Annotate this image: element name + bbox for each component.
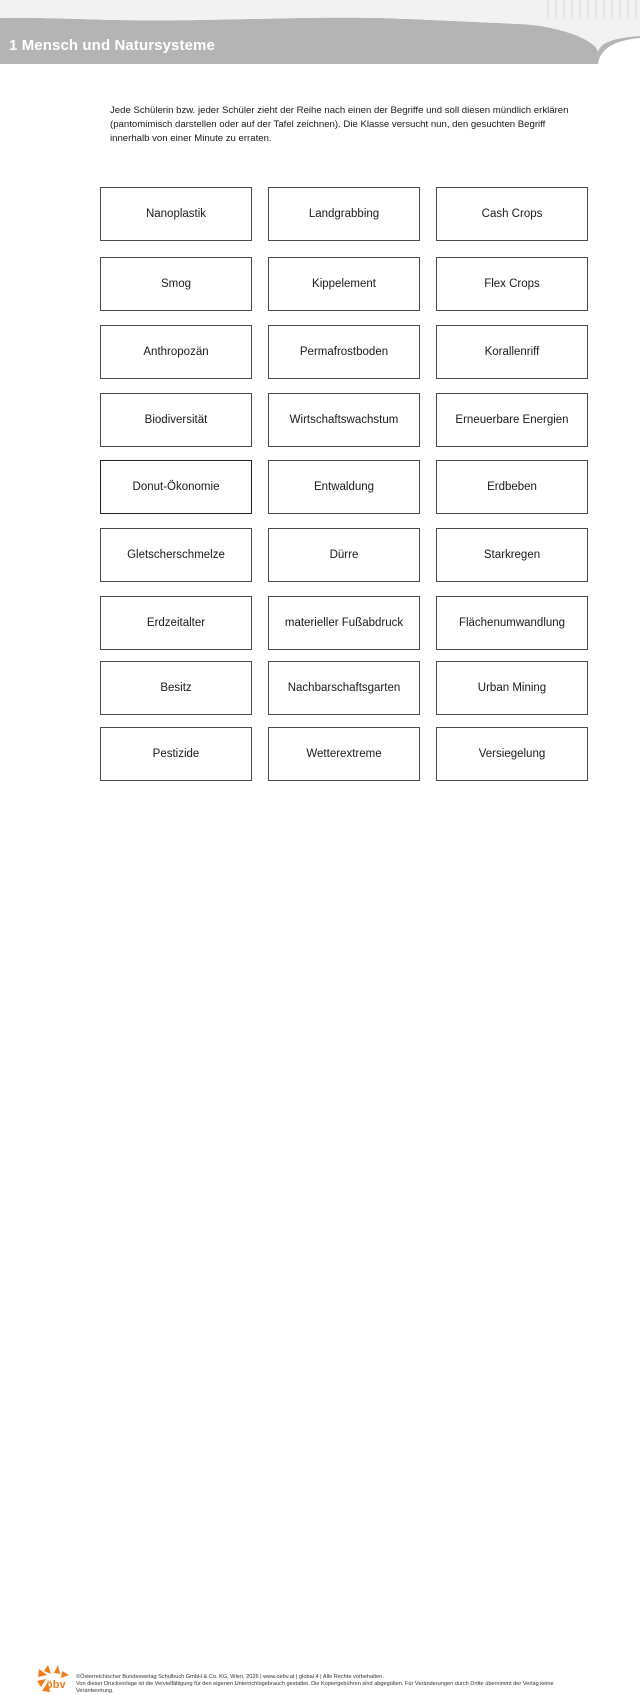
term-label: Cash Crops [481, 208, 543, 220]
copyright-line-1: ©Österreichischer Bundesverlag Schulbuch GmbH & Co. KG, Wien, 2026 | www.oebv.at | global 4 | Alle Rechte vorbehalten. [76, 1674, 384, 1680]
term-card [268, 727, 420, 781]
term-label: Nachbarschaftsgarten [287, 682, 401, 694]
chapter-title: 1 Mensch und Natursysteme [9, 37, 215, 54]
term-label: Gletscherschmelze [127, 549, 225, 561]
term-label: Versiegelung [478, 748, 546, 760]
term-label: Korallenriff [484, 346, 540, 358]
term-card [100, 460, 252, 514]
term-card [268, 661, 420, 715]
copyright-text [76, 1674, 576, 1695]
term-card [100, 596, 252, 650]
term-label: Biodiversität [144, 414, 208, 426]
term-label: Wetterextreme [306, 748, 382, 760]
term-card [268, 596, 420, 650]
term-label: Entwaldung [313, 481, 375, 493]
term-label: Dürre [329, 549, 359, 561]
copyright-line-2: Von dieser Druckvorlage ist die Vervielfältigung für den eigenen Unterrichtsgebrauch gestattet. Die Kopiergebühren sind abgegolten. Für Veränderungen durch Dritte übernimmt der Verlag keine Verantwortung. [76, 1681, 554, 1694]
term-card [100, 187, 252, 241]
term-label: Anthropozän [143, 346, 209, 358]
term-card [100, 393, 252, 447]
term-label: Smog [160, 278, 192, 290]
term-card [100, 325, 252, 379]
term-label: Erdbeben [487, 481, 537, 493]
term-label: Starkregen [483, 549, 541, 561]
term-label: Donut-Ökonomie [132, 481, 220, 493]
term-card [436, 727, 588, 781]
term-card [436, 257, 588, 311]
term-card [100, 661, 252, 715]
svg-text:öbv: öbv [46, 1679, 66, 1691]
term-card [100, 727, 252, 781]
term-card [436, 596, 588, 650]
term-card [268, 325, 420, 379]
term-label: Wirtschaftswachstum [289, 414, 399, 426]
term-card [268, 528, 420, 582]
term-label: Besitz [160, 682, 192, 694]
page-footer [0, 830, 640, 1694]
instructions-text: Jede Schülerin bzw. jeder Schüler zieht der Reihe nach einen der Begriffe und soll diesen mündlich erklären (pantomimisch darstellen oder auf der Tafel zeichnen). Die Klasse versucht nun, den gesuchten Begriff innerhalb von einer Minute zu erraten. [110, 105, 569, 144]
term-label: Pestizide [152, 748, 200, 760]
term-label: Nanoplastik [145, 208, 207, 220]
term-card [268, 187, 420, 241]
term-card [436, 393, 588, 447]
term-card [268, 460, 420, 514]
term-label: Permafrostboden [299, 346, 389, 358]
oebv-logo-icon [36, 1663, 70, 1695]
term-label: Erneuerbare Energien [455, 414, 569, 426]
term-label: materieller Fußabdruck [284, 617, 404, 629]
term-card [436, 528, 588, 582]
term-label: Urban Mining [477, 682, 547, 694]
term-card [268, 393, 420, 447]
term-card [436, 187, 588, 241]
term-card [436, 460, 588, 514]
term-card [436, 325, 588, 379]
term-label: Landgrabbing [308, 208, 380, 220]
term-label: Kippelement [312, 278, 376, 290]
term-label: Flächenumwandlung [458, 617, 566, 629]
term-card [100, 528, 252, 582]
term-label: Erdzeitalter [146, 617, 206, 629]
term-card [436, 661, 588, 715]
term-label: Flex Crops [484, 278, 540, 290]
term-card [100, 257, 252, 311]
term-card [268, 257, 420, 311]
